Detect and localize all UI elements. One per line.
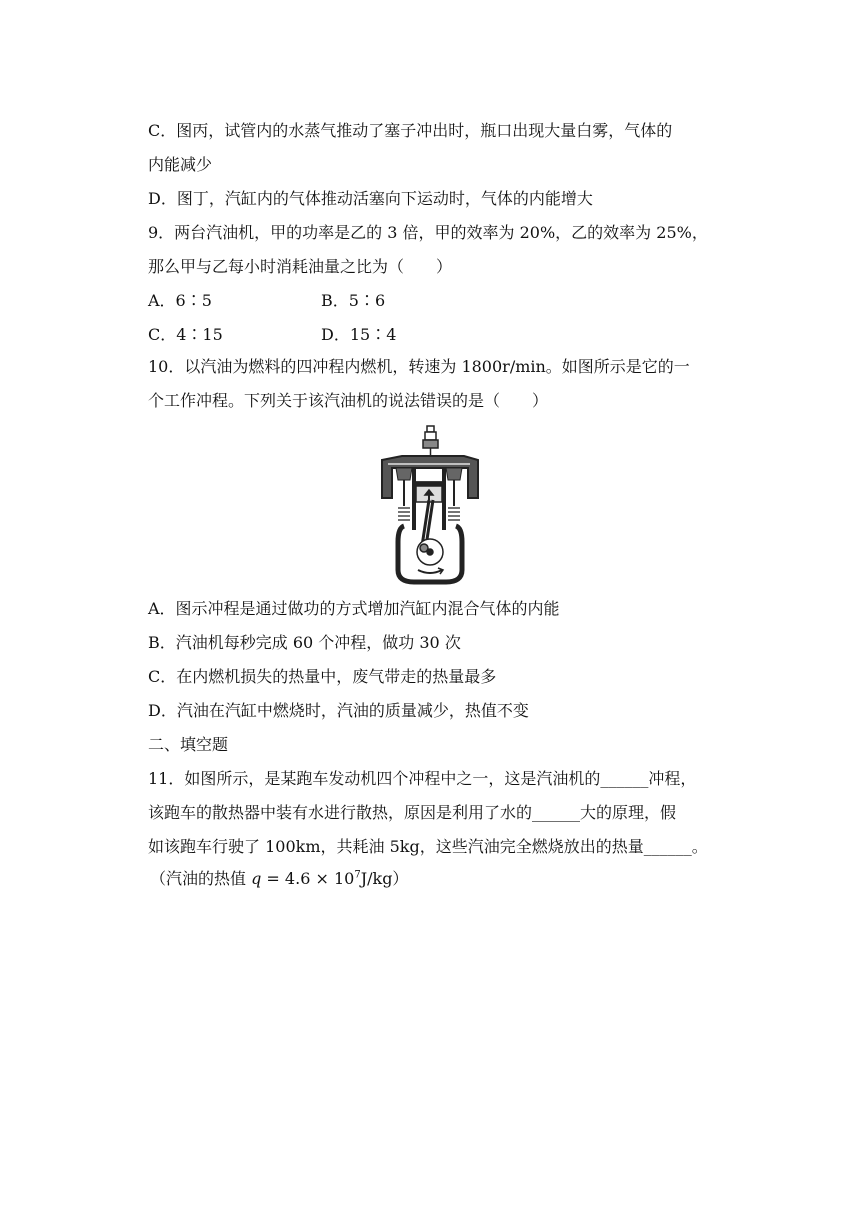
line-8c-part1: C．图丙，试管内的水蒸气推动了塞子冲出时，瓶口出现大量白雾，气体的 xyxy=(148,121,673,140)
question-9-line2: 那么甲与乙每小时消耗油量之比为（ ） xyxy=(148,257,453,276)
question-9-option-c: C．4∶15 xyxy=(148,325,223,344)
line-8c-part2: 内能减少 xyxy=(148,155,213,174)
spark-plug xyxy=(423,426,438,458)
question-10-option-a: A．图示冲程是通过做功的方式增加汽缸内混合气体的内能 xyxy=(148,599,560,618)
question-10-line2: 个工作冲程。下列关于该汽油机的说法错误的是（ ） xyxy=(148,391,549,410)
question-9-option-a: A．6∶5 xyxy=(148,291,212,310)
question-10-option-c: C．在内燃机损失的热量中，废气带走的热量最多 xyxy=(148,667,497,686)
question-11-line3: 如该跑车行驶了 100km，共耗油 5kg，这些汽油完全燃烧放出的热量______。 xyxy=(148,837,708,856)
valve-left xyxy=(396,468,412,520)
heat-value-number: = 4.6 × 10 xyxy=(261,869,355,888)
question-11-line4 xyxy=(150,869,408,889)
engine-cylinder-figure xyxy=(374,424,484,586)
heat-value-prefix: （汽油的热值 xyxy=(150,869,252,888)
question-10-option-d: D．汽油在汽缸中燃烧时，汽油的质量减少，热值不变 xyxy=(148,701,529,720)
heat-value-symbol: q xyxy=(251,869,262,888)
line-8d: D．图丁，汽缸内的气体推动活塞向下运动时，气体的内能增大 xyxy=(148,189,593,208)
valve-right xyxy=(446,468,462,520)
heat-value-exponent: 7 xyxy=(354,869,361,881)
section-heading-fill-in: 二、填空题 xyxy=(148,735,229,754)
piston xyxy=(416,482,442,502)
heat-value-unit: J/kg） xyxy=(360,869,409,888)
question-11-line2: 该跑车的散热器中装有水进行散热，原因是利用了水的______大的原理，假 xyxy=(148,803,677,822)
question-9-option-d: D．15∶4 xyxy=(321,325,397,344)
question-9-line1: 9．两台汽油机，甲的功率是乙的 3 倍，甲的效率为 20%，乙的效率为 25%， xyxy=(148,223,708,242)
question-10-option-b: B．汽油机每秒完成 60 个冲程，做功 30 次 xyxy=(148,633,461,652)
question-10-line1: 10．以汽油为燃料的四冲程内燃机，转速为 1800r/min。如图所示是它的一 xyxy=(148,357,690,376)
crankshaft xyxy=(417,539,443,574)
question-11-line1: 11．如图所示，是某跑车发动机四个冲程中之一，这是汽油机的______冲程， xyxy=(148,769,697,788)
question-9-option-b: B．5∶6 xyxy=(321,291,386,310)
